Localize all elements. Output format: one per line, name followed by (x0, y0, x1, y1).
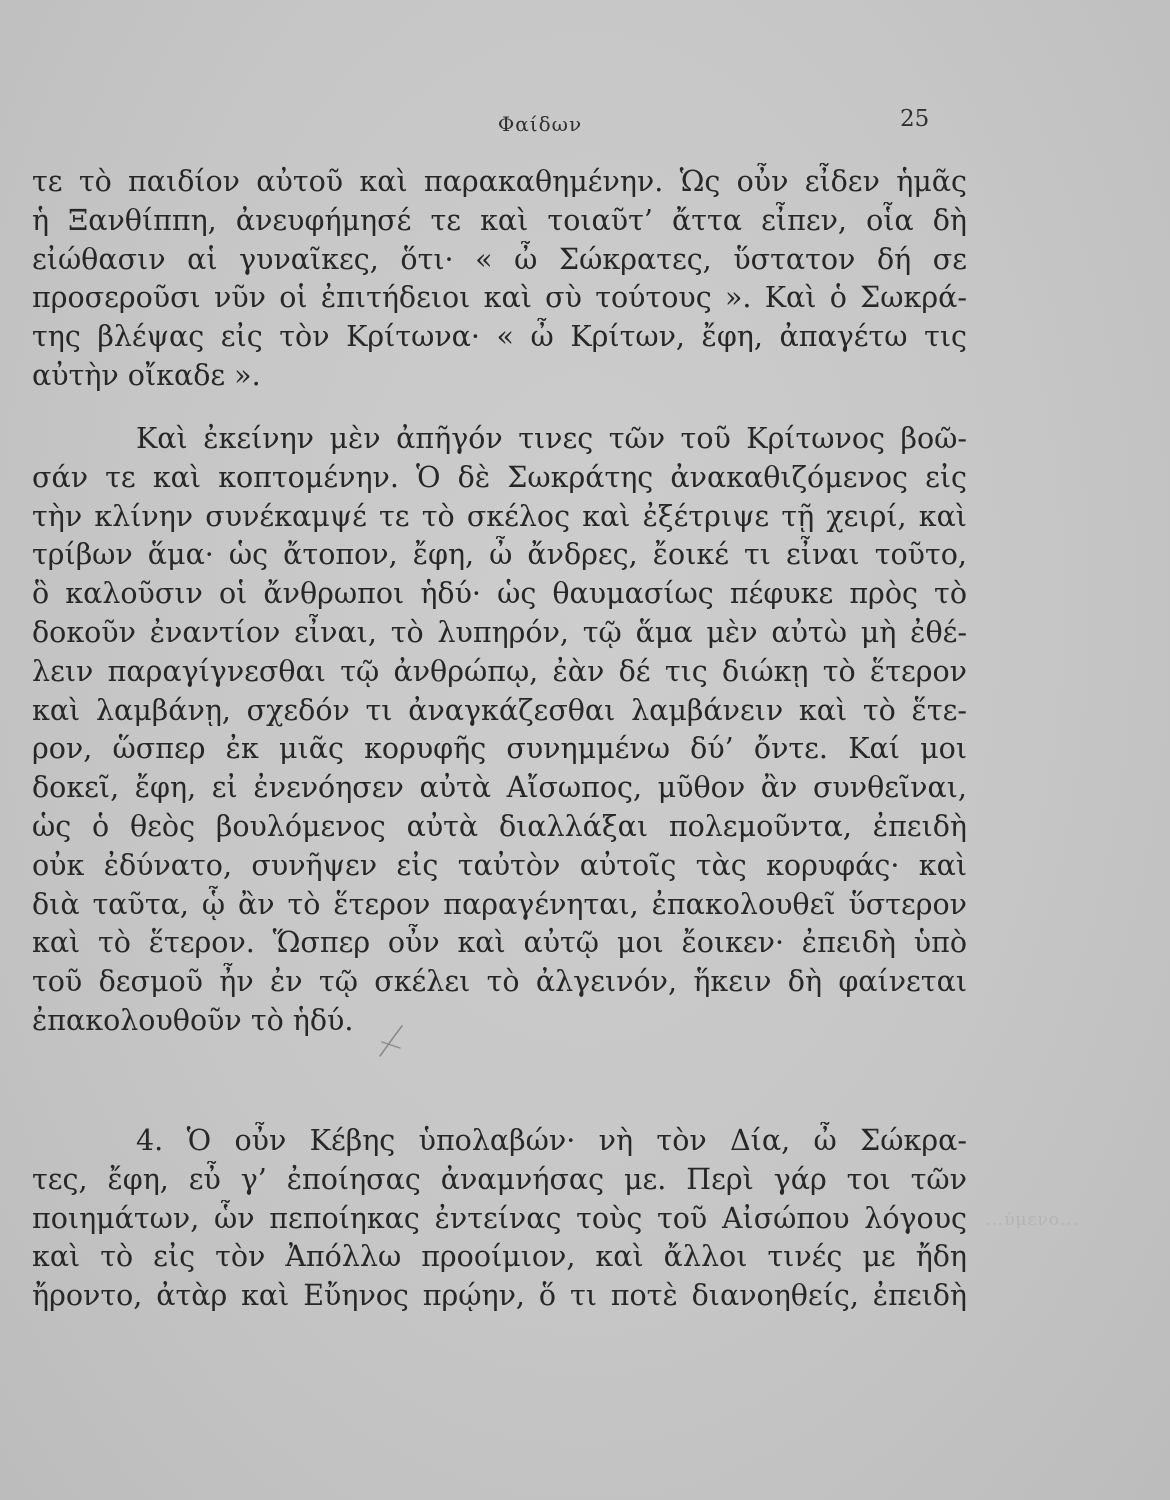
text-line: προσεροῦσι νῦν οἱ ἐπιτήδειοι καὶ σὺ τούτους ». Καὶ ὁ Σωκρά- (32, 281, 967, 315)
text-line: καὶ τὸ εἰς τὸν Ἀπόλλω προοίμιον, καὶ ἄλλοι τινές με ἤδη (32, 1240, 967, 1274)
text-line: τε τὸ παιδίον αὐτοῦ καὶ παρακαθημένην. Ὡς οὖν εἶδεν ἡμᾶς (32, 165, 967, 198)
text-line: τες, ἔφη, εὖ γ’ ἐποίησας ἀναμνήσας με. Περὶ γάρ τοι τῶν (32, 1162, 967, 1196)
text-line: ἐπακολουθοῦν τὸ ἡδύ. (32, 1003, 354, 1037)
text-line: 4. Ὁ οὖν Κέβης ὑπολαβών· νὴ τὸν Δία, ὦ Σώκρα- (136, 1124, 967, 1157)
faded-margin-note: ...ύμενο... (985, 1210, 1080, 1230)
page-number: 25 (900, 106, 930, 132)
text-line: Καὶ ἐκείνην μὲν ἀπῆγόν τινες τῶν τοῦ Κρίτωνος βοῶ- (136, 422, 967, 455)
pencil-mark-icon (376, 1024, 406, 1060)
text-line: σάν τε καὶ κοπτομένην. Ὁ δὲ Σωκράτης ἀνακαθιζόμενος εἰς (32, 460, 967, 494)
text-line: δοκεῖ, ἔφη, εἰ ἐνενόησεν αὐτὰ Αἴσωπος, μῦθον ἂν συνθεῖναι, (32, 771, 967, 805)
text-line: της βλέψας εἰς τὸν Κρίτωνα· « ὦ Κρίτων, ἔφη, ἀπαγέτω τις (32, 320, 967, 354)
text-line: δοκοῦν ἐναντίον εἶναι, τὸ λυπηρόν, τῷ ἅμα μὲν αὐτὼ μὴ ἐθέ- (32, 615, 967, 649)
text-line: τρίβων ἅμα· ὡς ἄτοπον, ἔφη, ὦ ἄνδρες, ἔοικέ τι εἶναι τοῦτο, (32, 538, 967, 572)
text-line: αὐτὴν οἴκαδε ». (32, 358, 261, 392)
running-title: Φαίδων (497, 112, 583, 136)
text-line: καὶ τὸ ἕτερον. Ὥσπερ οὖν καὶ αὐτῷ μοι ἔοικεν· ἐπειδὴ ὑπὸ (32, 926, 967, 960)
text-line: τοῦ δεσμοῦ ἦν ἐν τῷ σκέλει τὸ ἀλγεινόν, ἥκειν δὴ φαίνεται (32, 965, 967, 999)
text-line: τὴν κλίνην συνέκαμψέ τε τὸ σκέλος καὶ ἐξέτριψε τῇ χειρί, καὶ (32, 499, 967, 533)
text-line: ὃ καλοῦσιν οἱ ἄνθρωποι ἡδύ· ὡς θαυμασίως πέφυκε πρὸς τὸ (32, 577, 967, 611)
text-line: εἰώθασιν αἱ γυναῖκες, ὅτι· « ὦ Σώκρατες, ὕστατον δή σε (32, 242, 967, 276)
paragraph-3 (32, 1122, 967, 1316)
text-line: ρον, ὥσπερ ἐκ μιᾶς κορυφῆς συνημμένω δύ’ ὄντε. Καί μοι (32, 732, 967, 766)
text-line: ἡ Ξανθίππη, ἀνευφήμησέ τε καὶ τοιαῦτ’ ἄττα εἶπεν, οἷα δὴ (32, 203, 967, 237)
text-line: διὰ ταῦτα, ᾧ ἂν τὸ ἕτερον παραγένηται, ἐπακολουθεῖ ὕστερον (32, 887, 967, 921)
paragraph-1 (32, 163, 967, 396)
text-line: ὡς ὁ θεὸς βουλόμενος αὐτὰ διαλλάξαι πολεμοῦντα, ἐπειδὴ (32, 809, 967, 843)
text-line: οὐκ ἐδύνατο, συνῆψεν εἰς ταὐτὸν αὐτοῖς τὰς κορυφάς· καὶ (32, 848, 967, 882)
paragraph-2 (32, 420, 967, 1041)
text-line: ποιημάτων, ὧν πεποίηκας ἐντείνας τοὺς τοῦ Αἰσώπου λόγους (32, 1201, 967, 1235)
text-line: λειν παραγίγνεσθαι τῷ ἀνθρώπῳ, ἐὰν δέ τις διώκῃ τὸ ἕτερον (32, 654, 967, 688)
text-line: ἤροντο, ἀτὰρ καὶ Εὔηνος πρῴην, ὅ τι ποτὲ διανοηθείς, ἐπειδὴ (32, 1279, 967, 1313)
text-line: καὶ λαμβάνῃ, σχεδόν τι ἀναγκάζεσθαι λαμβάνειν καὶ τὸ ἕτε- (32, 693, 967, 727)
